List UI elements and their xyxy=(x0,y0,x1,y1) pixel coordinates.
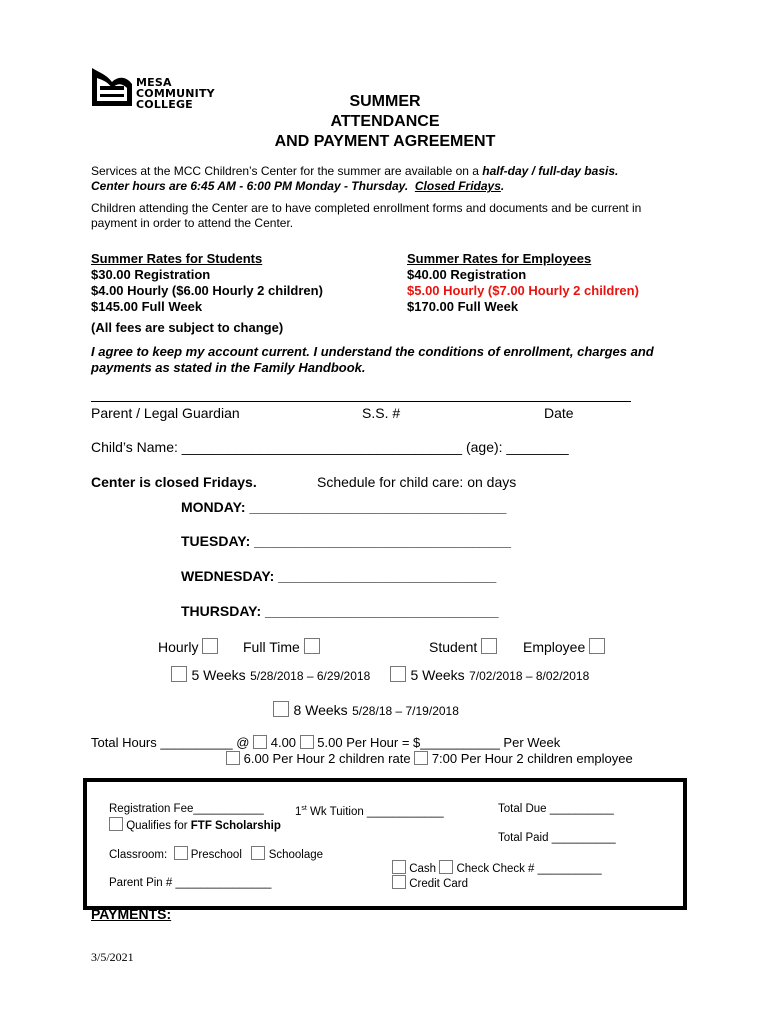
thursday-field[interactable]: THURSDAY: ______________________________ xyxy=(181,603,499,619)
weeks-2-checkbox[interactable] xyxy=(390,666,406,682)
student-option: Student xyxy=(429,638,497,656)
fees-note: (All fees are subject to change) xyxy=(91,320,284,335)
weeks-option-2: 5 Weeks 7/02/2018 – 8/02/2018 xyxy=(390,666,589,685)
hourly-option: Hourly xyxy=(158,638,218,656)
first-week-tuition-field[interactable]: 1st Wk Tuition ____________ xyxy=(295,805,444,818)
total-hours-row: Total Hours __________ @ 4.00 5.00 Per Hour = $___________ Per Week xyxy=(91,735,561,750)
check-checkbox[interactable] xyxy=(439,860,453,874)
ftf-checkbox[interactable] xyxy=(109,817,123,831)
schoolage-checkbox[interactable] xyxy=(251,846,265,860)
ss-label: S.S. # xyxy=(362,405,401,421)
rate-5-checkbox[interactable] xyxy=(300,735,314,749)
credit-card-checkbox[interactable] xyxy=(392,875,406,889)
monday-field[interactable]: MONDAY: _________________________________ xyxy=(181,499,507,515)
employee-option: Employee xyxy=(523,638,605,656)
tuesday-field[interactable]: TUESDAY: _________________________________ xyxy=(181,533,512,549)
date-label: Date xyxy=(544,405,574,421)
schedule-label: Schedule for child care: on days xyxy=(317,474,517,490)
rate-6-checkbox[interactable] xyxy=(226,751,240,765)
intro-paragraph-2: Children attending the Center are to have completed enrollment forms and documents and be current in payment in order to attend the Center. xyxy=(91,201,642,230)
rate-7-checkbox[interactable] xyxy=(414,751,428,765)
registration-fee-field[interactable]: Registration Fee___________ xyxy=(109,803,264,815)
two-children-rates-row: 6.00 Per Hour 2 children rate 7:00 Per Hour 2 children employee xyxy=(226,751,633,767)
weeks-3-checkbox[interactable] xyxy=(273,701,289,717)
cash-checkbox[interactable] xyxy=(392,860,406,874)
closed-fridays-note: Center is closed Fridays. xyxy=(91,474,257,490)
ftf-scholarship-option: Qualifies for FTF Scholarship xyxy=(109,817,281,833)
total-paid-field[interactable]: Total Paid __________ xyxy=(498,832,616,844)
parent-label: Parent / Legal Guardian xyxy=(91,405,240,421)
payments-heading: PAYMENTS: xyxy=(91,906,172,922)
footer-date: 3/5/2021 xyxy=(91,950,134,964)
weeks-option-1: 5 Weeks 5/28/2018 – 6/29/2018 xyxy=(171,666,370,685)
child-name-field[interactable]: Child’s Name: ____________________________________ (age): ________ xyxy=(91,439,569,455)
signature-line[interactable] xyxy=(91,393,631,402)
student-checkbox[interactable] xyxy=(481,638,497,654)
preschool-checkbox[interactable] xyxy=(174,846,188,860)
classroom-row: Classroom: Preschool Schoolage xyxy=(109,846,323,862)
intro-paragraph-1: Services at the MCC Children’s Center for the summer are available on a half-day / full-day basis. Center hours are 6:45 AM - 6:00 PM Monday - Thursday. Closed Fridays. xyxy=(91,164,619,193)
hourly-checkbox[interactable] xyxy=(202,638,218,654)
parent-pin-field[interactable]: Parent Pin # _______________ xyxy=(109,877,272,889)
total-due-field[interactable]: Total Due __________ xyxy=(498,803,614,815)
fulltime-option: Full Time xyxy=(243,638,320,656)
weeks-option-3: 8 Weeks 5/28/18 – 7/19/2018 xyxy=(273,701,459,720)
rate-4-checkbox[interactable] xyxy=(253,735,267,749)
page-title: SUMMER ATTENDANCE AND PAYMENT AGREEMENT xyxy=(274,93,496,150)
credit-card-option: Credit Card xyxy=(392,875,468,891)
logo-text: MESA COMMUNITY COLLEGE xyxy=(136,76,215,111)
agreement-text: I agree to keep my account current. I understand the conditions of enrollment, charges and payments as stated in the Family Handbook. xyxy=(91,344,654,375)
employee-rates: Summer Rates for Employees $40.00 Registration $5.00 Hourly ($7.00 Hourly 2 children) $170.00 Full Week xyxy=(407,251,639,314)
payment-method-row: Cash Check Check # __________ xyxy=(392,860,602,876)
weeks-1-checkbox[interactable] xyxy=(171,666,187,682)
student-rates: Summer Rates for Students $30.00 Registration $4.00 Hourly ($6.00 Hourly 2 children) $145.00 Full Week xyxy=(91,251,323,314)
fulltime-checkbox[interactable] xyxy=(304,638,320,654)
employee-checkbox[interactable] xyxy=(589,638,605,654)
wednesday-field[interactable]: WEDNESDAY: ____________________________ xyxy=(181,568,497,584)
